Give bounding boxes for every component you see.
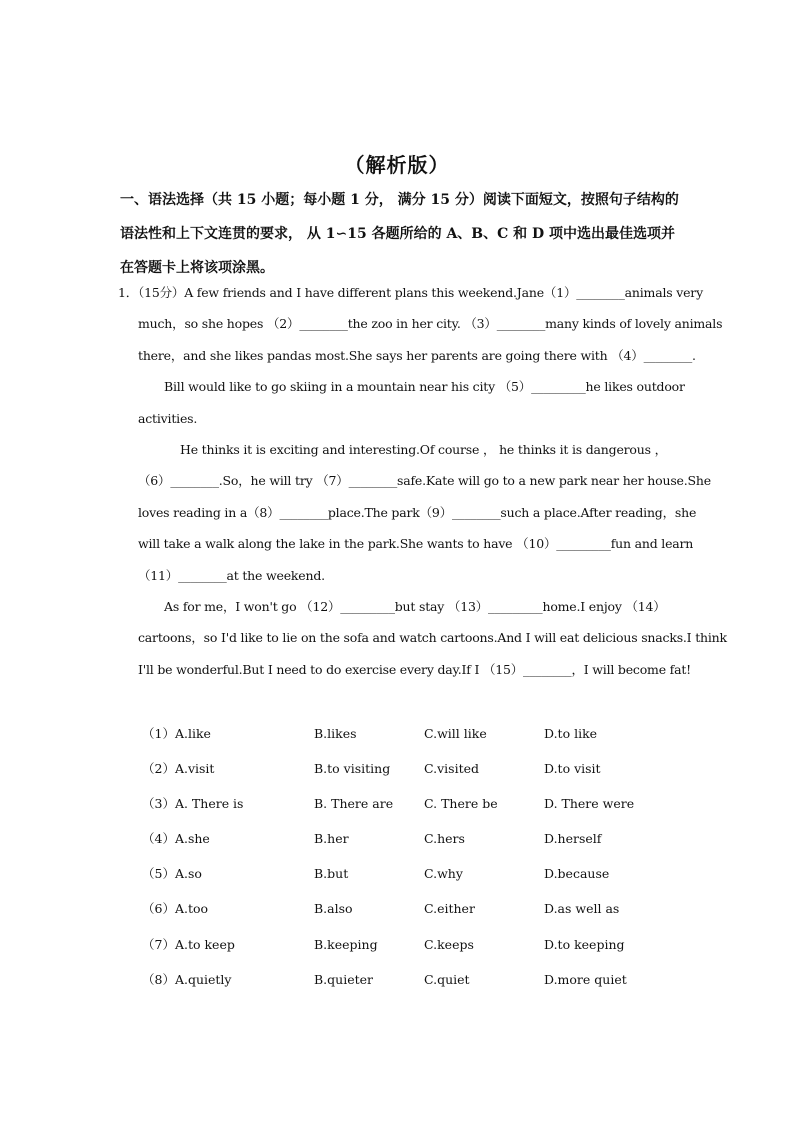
option-row-2 [142,756,662,791]
option-d: D.to like [544,726,598,741]
option-a-text: A.to keep [174,936,235,952]
option-d: D. There were [544,796,635,812]
option-row-1 [142,721,662,756]
option-b: B.also [314,901,353,917]
option-a-text: A.quietly [174,971,232,987]
option-a-text: A.she [174,831,210,847]
option-b: B.her [314,831,349,847]
passage-line: will take a walk along the lake in the park.She wants to have （10）_________fun and learn [138,536,694,552]
option-b: B.quieter [314,971,374,987]
passage-line: As for me，I won't go （12）_________but stay （13）_________home.I enjoy （14） [164,598,666,614]
section-heading-line: 语法性和上下文连贯的要求， 从 1∽15 各题所给的 A、B、C 和 D 项中选出最佳选项并 [120,226,676,242]
page-title: （解析版） [344,153,450,177]
option-a-text: A.like [174,726,211,741]
option-row-5 [142,861,662,896]
option-c: C.hers [424,831,465,847]
option-c: C.either [424,901,475,917]
section-heading-line: 在答题卡上将该项涂黑。 [120,260,274,276]
option-a-text: A.visit [174,761,215,777]
option-a [142,896,208,922]
option-c: C. There be [424,796,498,812]
question-number: （7） [142,936,175,952]
passage-line: Bill would like to go skiing in a mountain near his city （5）_________he likes outdoor [164,379,685,395]
option-c: C.why [424,866,463,882]
passage-line: （11）________at the weekend. [138,567,325,583]
option-a-text: A.too [174,901,209,917]
passage-line: 1．（15分）A few friends and I have different plans this weekend.Jane（1）________animals very [118,285,703,300]
option-a-text: A.so [174,866,202,882]
question-number: （2） [142,761,175,777]
option-d: D.herself [544,831,602,847]
passage-line: cartoons，so I'd like to lie on the sofa and watch cartoons.And I will eat delicious snacks.I think [138,630,727,646]
passage-line: there，and she likes pandas most.She says her parents are going there with （4）________. [138,347,696,363]
option-a [142,861,202,887]
passage-line: much，so she hopes （2）________the zoo in her city. （3）________many kinds of lovely animals [138,316,723,332]
question-number: （5） [142,866,175,882]
passage-line: activities. [138,410,198,426]
section-heading [120,183,685,285]
option-row-8 [142,967,662,1002]
option-b: B.to visiting [314,761,391,777]
question-number: （3） [142,796,175,812]
reading-passage [118,280,727,688]
option-c: C.will like [424,726,487,741]
answer-options [142,721,662,1002]
passage-line: （6）________.So，he will try （7）________safe.Kate will go to a new park near her house.She [138,473,711,489]
passage-line: He thinks it is exciting and interesting.Of course ， he thinks it is dangerous ， [180,441,667,457]
option-row-7 [142,932,662,967]
option-row-4 [142,826,662,861]
option-b: B.but [314,866,349,882]
passage-line: I'll be wonderful.But I need to do exercise every day.If I （15）________，I will become fat! [138,661,692,677]
option-c: C.keeps [424,936,474,952]
option-d: D.because [544,866,610,882]
question-number: （8） [142,971,175,987]
question-number: （6） [142,901,175,917]
option-c: C.quiet [424,971,470,987]
option-d: D.more quiet [544,971,627,987]
option-a [142,721,211,747]
option-a [142,967,231,993]
option-c: C.visited [424,761,479,777]
option-b: B.keeping [314,936,378,952]
option-b: B.likes [314,726,357,741]
option-row-6 [142,896,662,931]
question-number: （1） [142,726,175,741]
passage-line: loves reading in a（8）________place.The park（9）________such a place.After reading，she [138,504,697,520]
option-a [142,932,235,958]
option-a-text: A. There is [174,796,244,812]
question-number: （4） [142,831,175,847]
option-row-3 [142,791,662,826]
option-d: D.to visit [544,761,601,777]
option-a [142,756,214,782]
option-a [142,791,243,817]
option-b: B. There are [314,796,394,812]
option-d: D.to keeping [544,936,625,952]
option-d: D.as well as [544,901,620,917]
section-heading-line: 一、语法选择（共 15 小题；每小题 1 分， 满分 15 分）阅读下面短文，按照句子结构的 [120,192,679,208]
option-a [142,826,210,852]
